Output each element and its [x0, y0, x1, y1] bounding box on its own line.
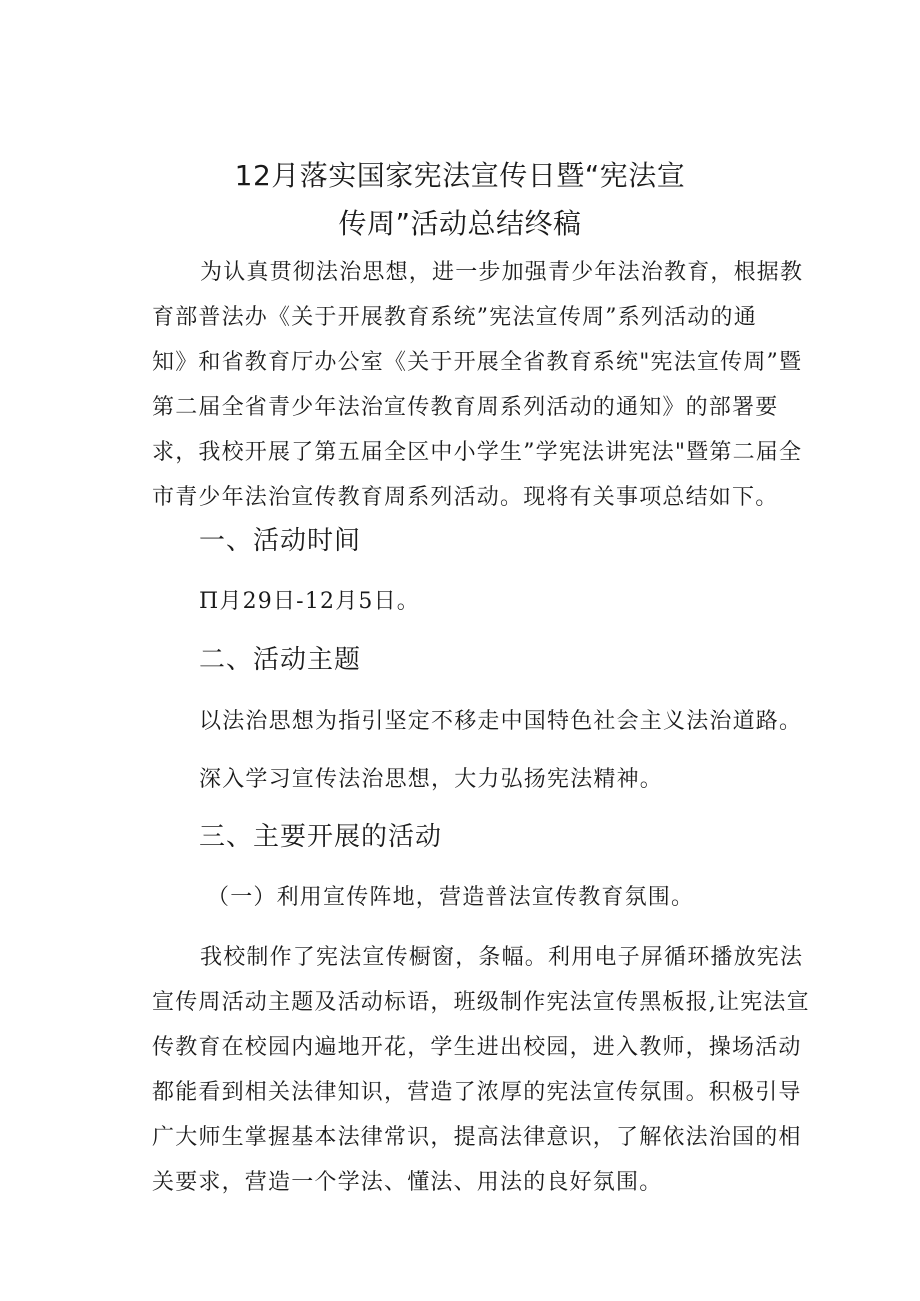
intro-line: 为认真贯彻法治思想，进一步加强青少年法治教育，根据教	[200, 260, 804, 285]
section-3-heading: 三、主要开展的活动	[199, 822, 443, 852]
intro-line: 知》和省教育厅办公室《关于开展全省教育系统"宪法宣传周”暨	[152, 350, 803, 375]
body-line: 传教育在校园内遍地开花，学生进出校园，进入教师，操场活动	[152, 1035, 802, 1060]
document-title-line-2: 传周”活动总结终稿	[338, 207, 582, 240]
body-line: 广大师生掌握基本法律常识，提高法律意识，了解依法治国的相	[152, 1125, 802, 1150]
section-2-heading: 二、活动主题	[199, 645, 362, 675]
section-1-heading: 一、活动时间	[199, 526, 362, 556]
intro-paragraph	[152, 250, 812, 520]
body-line: 都能看到相关法律知识，营造了浓厚的宪法宣传氛围。积极引导	[152, 1080, 802, 1105]
intro-line: 育部普法办《关于开展教育系统”宪法宣传周”系列活动的通	[152, 305, 757, 330]
subsection-1-heading: （一）利用宣传阵地，营造普法宣传教育氛围。	[207, 885, 695, 910]
intro-line: 市青少年法治宣传教育周系列活动。现将有关事项总结如下。	[152, 485, 779, 510]
section-1-text: Π月29日-12月5日。	[199, 589, 421, 614]
intro-line: 第二届全省青少年法治宣传教育周系列活动的通知》的部署要	[152, 395, 779, 420]
body-line: 我校制作了宪法宣传橱窗，条幅。利用电子屏循环播放宪法	[200, 945, 804, 970]
body-paragraph	[152, 935, 812, 1205]
section-2-line-1: 以法治思想为指引坚定不移走中国特色社会主义法治道路。	[199, 709, 803, 734]
intro-line: 求，我校开展了第五届全区中小学生”学宪法讲宪法"暨第二届全	[152, 440, 803, 465]
section-2-line-2: 深入学习宣传法治思想，大力弘扬宪法精神。	[199, 767, 664, 792]
document-title-line-1: 12月落实国家宪法宣传日暨“宪法宣	[234, 159, 686, 192]
body-line: 宣传周活动主题及活动标语，班级制作宪法宣传黑板报,让宪法宣	[152, 990, 810, 1015]
body-line: 关要求，营造一个学法、懂法、用法的良好氛围。	[152, 1170, 663, 1195]
